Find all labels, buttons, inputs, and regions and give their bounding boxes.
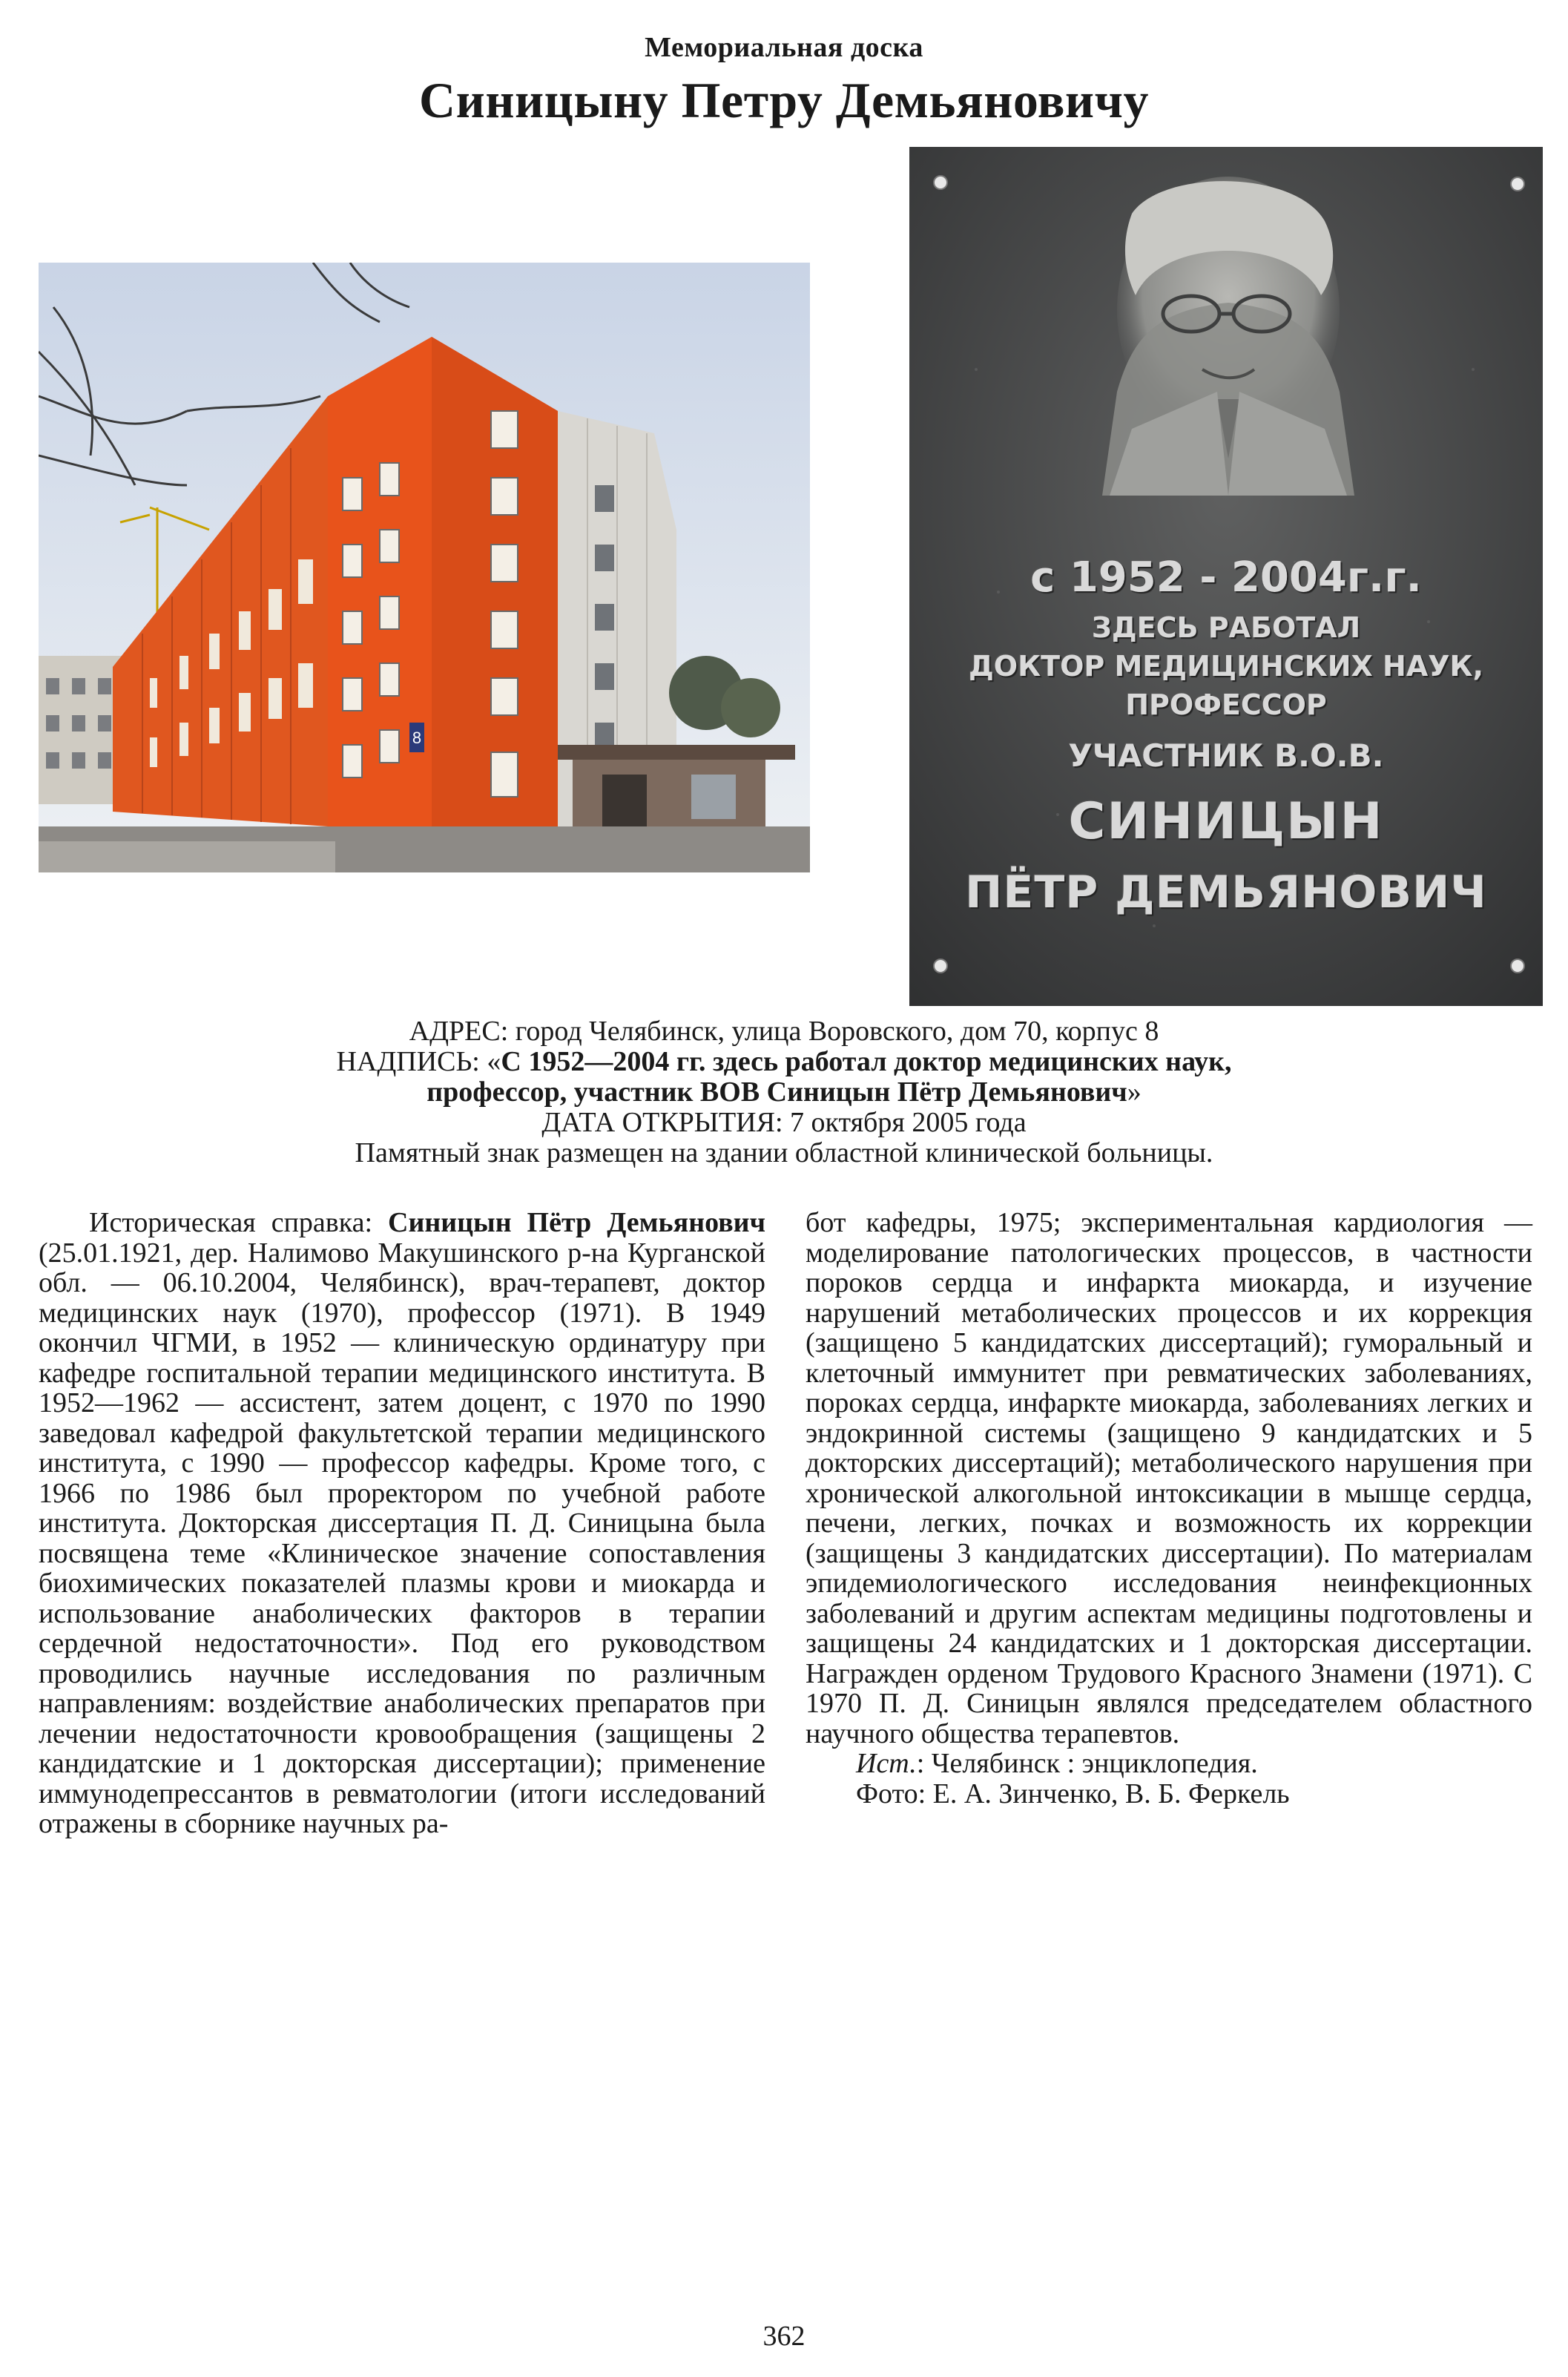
inscription-line-1 [0, 1047, 1568, 1076]
inscription-line-2 [0, 1077, 1568, 1107]
plaque-veteran: УЧАСТНИК В.О.В. [1068, 737, 1384, 774]
biography-paragraph [39, 1208, 765, 1839]
source-label: Ист. [856, 1748, 917, 1779]
address-line: АДРЕС: город Челябинск, улица Воровского, дом 70, корпус 8 [409, 1016, 1159, 1047]
body-column-right [806, 1208, 1532, 1809]
placement-note: Памятный знак размещен на здании областной клинической больницы. [355, 1137, 1213, 1168]
building-number-sign: 8 [412, 729, 422, 747]
inscription-close: » [1127, 1076, 1142, 1108]
body-column-left [39, 1208, 765, 1839]
page-number: 362 [762, 2321, 806, 2352]
plaque-degree: ДОКТОР МЕДИЦИНСКИХ НАУК, [968, 650, 1484, 683]
building-photo [39, 263, 810, 872]
biography-text-right: бот кафедры, 1975; экспериментальная кардиология — моделирование патологических процессов, в частности пороков сердца и инфаркта миокарда, и изучение нарушений метаболических процессов и их коррекция (защищено 5 кандидатских диссертаций); гуморальный и клеточный иммунитет при ревматических заболеваниях, пороках сердца, инфаркте миокарда, заболеваниях легких и эндокринной системы (защищено 9 кандидатских и 5 докторских диссертаций); метаболического нарушения при хронической алкогольной интоксикации в мышце сердца, печени, легких, почках и возможность их коррекции (защищены 3 кандидатских диссертации). По материалам эпидемиологического исследования неинфекционных заболеваний и другим аспектам медицины подготовлены и защищены 24 кандидатских и 1 докторская диссертации. Награжден орденом Трудового Красного Знамени (1971). С 1970 П. Д. Синицын являлся председателем областного научного общества терапевтов. [806, 1207, 1532, 1749]
plaque-given-names: ПЁТР ДЕМЬЯНОВИЧ [965, 867, 1487, 918]
source-text: : Челябинск : энциклопедия. [916, 1748, 1258, 1779]
memorial-plaque-photo [909, 147, 1543, 1006]
plaque-surname: СИНИЦЫН [1068, 792, 1384, 851]
inscription-label: НАДПИСЬ: « [336, 1046, 501, 1077]
page-title: Синицыну Петру Демьяновичу [419, 72, 1149, 128]
biography-text-left: (25.01.1921, дер. Налимово Макушинского р-на Курганской обл. — 06.10.2004, Челябинск), врач-терапевт, доктор медицинских наук (1970), профессор (1971). В 1949 окончил ЧГМИ, в 1952 — клиническую ординатуру при кафедре госпитальной терапии медицинского института. В 1952—1962 — ассистент, затем доцент, с 1970 по 1990 заведовал кафедрой факультетской терапии медицинского института, с 1990 — профессор кафедры. Кроме того, с 1966 по 1986 был проректором по учебной работе института. Докторская диссертация П. Д. Синицына была посвящена теме «Клиническое значение сопоставления биохимических показателей плазмы крови и миокарда и использование анаболических факторов в терапии сердечной недостаточности». Под его руководством проводились научные исследования по различным направлениям: воздействие анаболических препаратов при лечении недостаточности кровообращения (защищены 2 кандидатские и 1 докторская диссертации); применение иммунодепрессантов в ревматологии (итоги исследований отражены в сборнике научных ра- [39, 1237, 765, 1839]
plaque-professor: ПРОФЕССОР [1125, 688, 1327, 721]
photo-credit: Фото: Е. А. Зинченко, В. Б. Феркель [856, 1778, 1290, 1809]
historical-note-label: Историческая справка: [89, 1207, 389, 1238]
page-subtitle: Мемориальная доска [645, 32, 923, 63]
opening-date: ДАТА ОТКРЫТИЯ: 7 октября 2005 года [541, 1107, 1027, 1138]
portrait-engraving [1102, 177, 1354, 496]
plaque-years: с 1952 - 2004г.г. [1030, 553, 1422, 602]
person-name: Синицын Пётр Демьянович [388, 1207, 766, 1238]
source-line [806, 1749, 1532, 1779]
inscription-text-2: профессор, участник ВОВ Синицын Пётр Демьянович [426, 1076, 1127, 1108]
plaque-worked-here: ЗДЕСЬ РАБОТАЛ [1091, 611, 1361, 644]
inscription-text-1: С 1952—2004 гг. здесь работал доктор медицинских наук, [501, 1046, 1232, 1077]
